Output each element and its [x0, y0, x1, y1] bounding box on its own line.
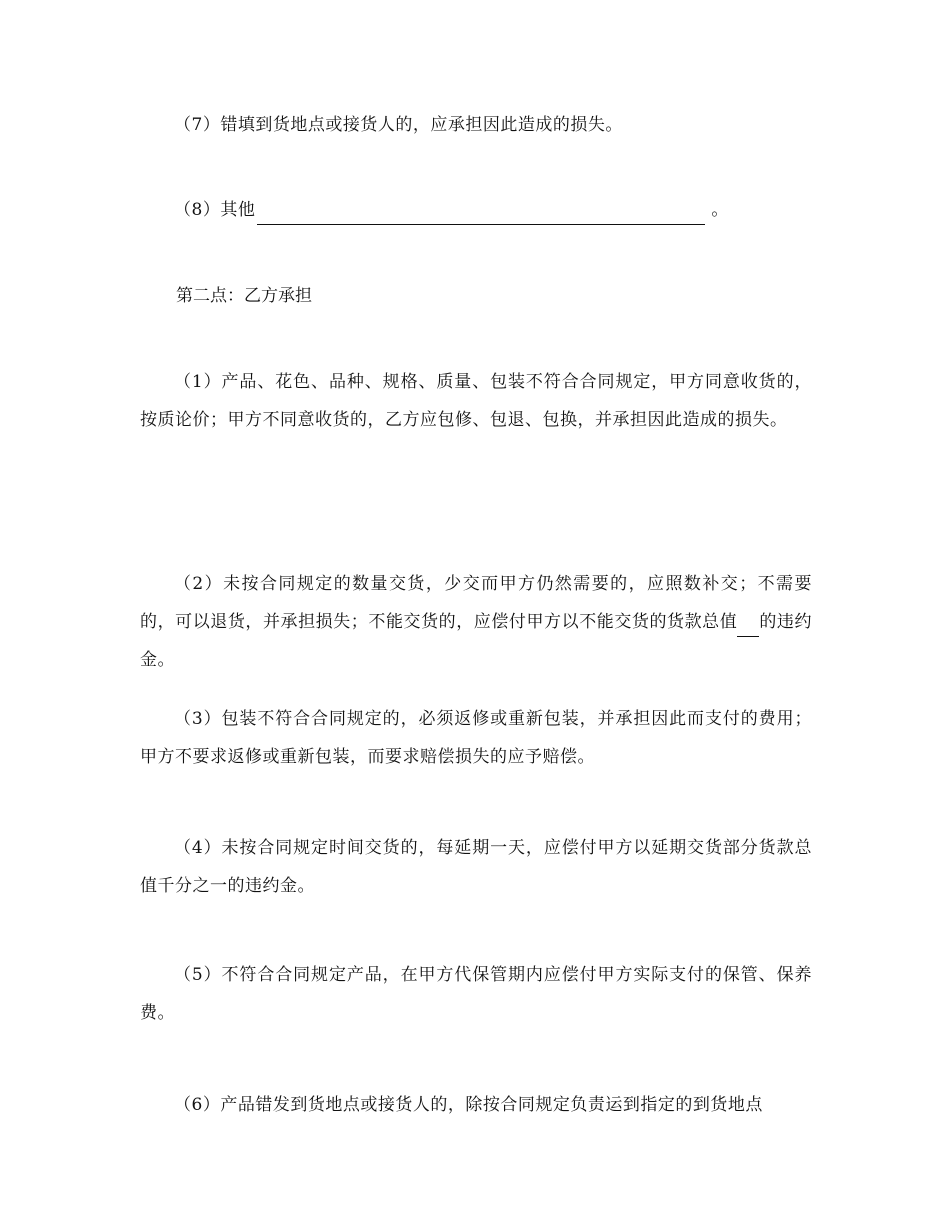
party-b-clause-2-suffix: 的违约金。	[140, 612, 812, 670]
fill-in-blank-line	[257, 206, 705, 225]
party-b-clause-3: （3）包装不符合合同规定的，必须返修或重新包装，并承担因此而支付的费用；甲方不要求返修或重新包装，而要求赔偿损失的应予赔偿。	[140, 709, 812, 767]
clause-8-prefix: （8）其他	[174, 200, 256, 220]
section-heading-party-b: 第二点：乙方承担	[176, 286, 312, 306]
clause-8	[140, 191, 812, 229]
party-b-clause-5: （5）不符合合同规定产品，在甲方代保管期内应偿付甲方实际支付的保管、保养费。	[140, 965, 812, 1023]
clause-8-suffix: 。	[711, 200, 729, 220]
clause-7: （7）错填到货地点或接货人的，应承担因此造成的损失。	[174, 115, 623, 135]
party-b-clause-1: （1）产品、花色、品种、规格、质量、包装不符合合同规定，甲方同意收货的，按质论价；甲方不同意收货的，乙方应包修、包退、包换，并承担因此造成的损失。	[140, 372, 812, 430]
penalty-rate-blank	[737, 618, 759, 637]
party-b-clause-2-prefix: （2）未按合同规定的数量交货，少交而甲方仍然需要的，应照数补交；不需要的，可以退货，并承担损失；不能交货的，应偿付甲方以不能交货的货款总值	[140, 574, 812, 632]
party-b-clause-2	[140, 565, 812, 679]
party-b-clause-4: （4）未按合同规定时间交货的，每延期一天，应偿付甲方以延期交货部分货款总值千分之一的违约金。	[140, 838, 812, 896]
party-b-clause-6: （6）产品错发到货地点或接货人的，除按合同规定负责运到指定的到货地点	[174, 1095, 763, 1115]
